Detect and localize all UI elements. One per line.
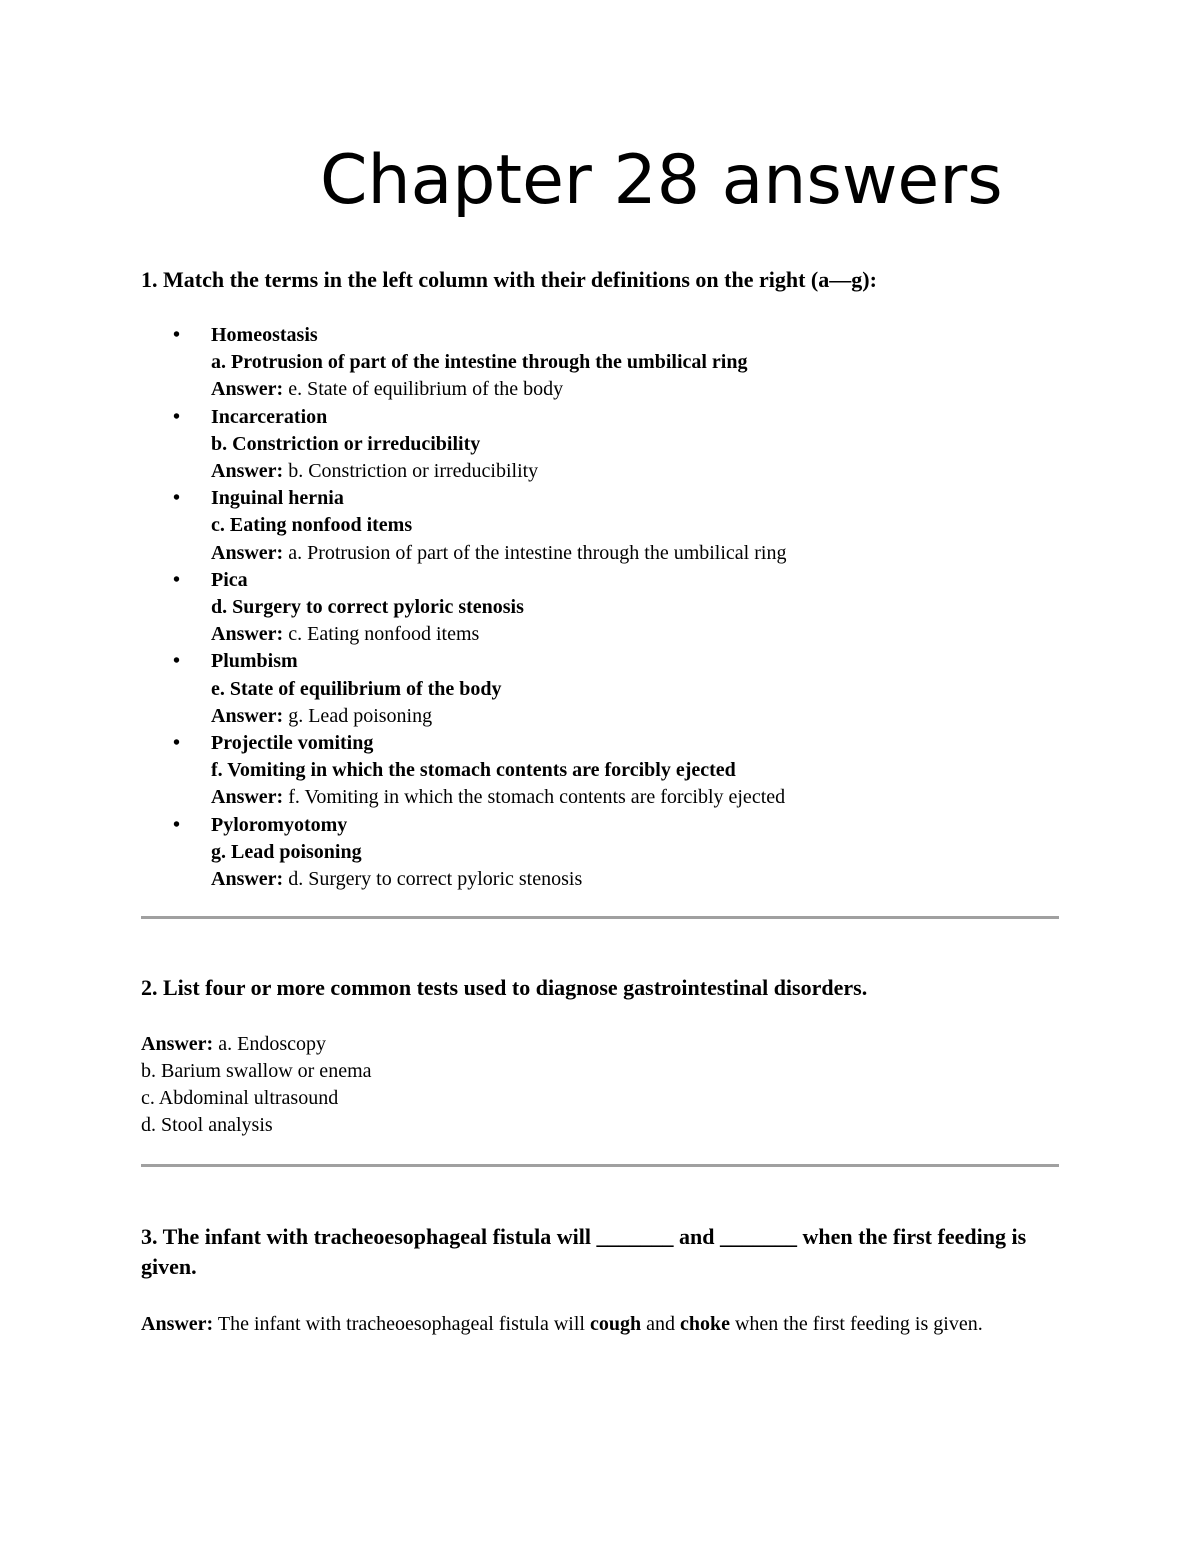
term-name: Plumbism bbox=[211, 650, 298, 673]
definition: f. Vomiting in which the stomach contents are forcibly ejected bbox=[211, 759, 736, 782]
answer-text: a. Protrusion of part of the intestine through the umbilical ring bbox=[288, 541, 787, 564]
answer-text: and bbox=[646, 1313, 675, 1335]
answer-item: b. Barium swallow or enema bbox=[141, 1060, 372, 1082]
bullet-icon: • bbox=[173, 324, 181, 346]
question-2: 2. List four or more common tests used to diagnose gastrointestinal disorders. bbox=[141, 975, 868, 1000]
term-name: Inguinal hernia bbox=[211, 487, 344, 510]
answer-line bbox=[211, 376, 786, 403]
answer-text: e. State of equilibrium of the body bbox=[288, 378, 564, 401]
answer-label: Answer: bbox=[211, 460, 284, 483]
list-item bbox=[173, 812, 786, 894]
definition: c. Eating nonfood items bbox=[211, 514, 413, 537]
definition: d. Surgery to correct pyloric stenosis bbox=[211, 596, 524, 619]
question-2-answer bbox=[141, 1031, 1061, 1139]
answer-text: when the first feeding is given. bbox=[734, 1313, 983, 1335]
bullet-icon: • bbox=[173, 732, 181, 755]
answer-label: Answer: bbox=[211, 704, 284, 727]
answer-line bbox=[211, 621, 786, 648]
bullet-icon: • bbox=[173, 650, 181, 673]
answer-label: Answer: bbox=[141, 1033, 214, 1055]
terms-list bbox=[173, 322, 787, 893]
answer-text: a. Endoscopy bbox=[218, 1033, 326, 1055]
divider bbox=[141, 1164, 1059, 1167]
definition: e. State of equilibrium of the body bbox=[211, 677, 502, 700]
answer-label: Answer: bbox=[141, 1313, 214, 1335]
answer-label: Answer: bbox=[211, 378, 284, 401]
answer-line bbox=[211, 784, 786, 811]
answer-text: b. Constriction or irreducibility bbox=[288, 460, 539, 483]
answer-text: f. Vomiting in which the stomach contents are forcibly ejected bbox=[288, 786, 786, 809]
term-name: Homeostasis bbox=[211, 324, 318, 346]
answer-label: Answer: bbox=[211, 786, 284, 809]
answer-line bbox=[211, 540, 786, 567]
bullet-icon: • bbox=[173, 568, 181, 591]
answer-text: The infant with tracheoesophageal fistula will bbox=[217, 1313, 585, 1335]
answer-label: Answer: bbox=[211, 868, 284, 891]
definition: a. Protrusion of part of the intestine through the umbilical ring bbox=[211, 351, 748, 374]
definition: b. Constriction or irreducibility bbox=[211, 432, 481, 455]
question-1: 1. Match the terms in the left column with their definitions on the right (a—g): bbox=[141, 267, 877, 292]
bullet-icon: • bbox=[173, 487, 181, 510]
list-item bbox=[173, 567, 786, 649]
answer-item: d. Stool analysis bbox=[141, 1114, 273, 1136]
question-3-answer bbox=[141, 1311, 1061, 1338]
divider bbox=[141, 916, 1059, 919]
answer-line bbox=[211, 458, 786, 485]
answer-keyword: cough bbox=[589, 1313, 642, 1335]
answer-label: Answer: bbox=[211, 541, 284, 564]
bullet-icon: • bbox=[173, 405, 181, 428]
list-item bbox=[173, 404, 786, 486]
question-3: 3. The infant with tracheoesophageal fistula will _______ and _______ when the first feeding is given. bbox=[141, 1224, 1027, 1279]
answer-text: c. Eating nonfood items bbox=[288, 623, 480, 646]
answer-label: Answer: bbox=[211, 623, 284, 646]
page-title: Chapter 28 answers bbox=[320, 141, 1003, 220]
answer-keyword: choke bbox=[679, 1313, 730, 1335]
list-item bbox=[173, 730, 786, 812]
answer-line bbox=[211, 866, 786, 893]
list-item bbox=[173, 485, 787, 567]
answer-text: g. Lead poisoning bbox=[288, 704, 433, 727]
list-item bbox=[173, 322, 786, 404]
bullet-icon: • bbox=[173, 813, 181, 836]
definition: g. Lead poisoning bbox=[211, 840, 362, 863]
list-item bbox=[173, 648, 786, 730]
term-name: Projectile vomiting bbox=[211, 732, 374, 755]
answer-item bbox=[141, 1031, 1061, 1058]
term-name: Pyloromyotomy bbox=[211, 813, 348, 836]
answer-item: c. Abdominal ultrasound bbox=[141, 1087, 339, 1109]
answer-text: d. Surgery to correct pyloric stenosis bbox=[288, 868, 583, 891]
answer-line bbox=[211, 703, 786, 730]
term-name: Incarceration bbox=[211, 405, 328, 428]
term-name: Pica bbox=[211, 568, 248, 591]
